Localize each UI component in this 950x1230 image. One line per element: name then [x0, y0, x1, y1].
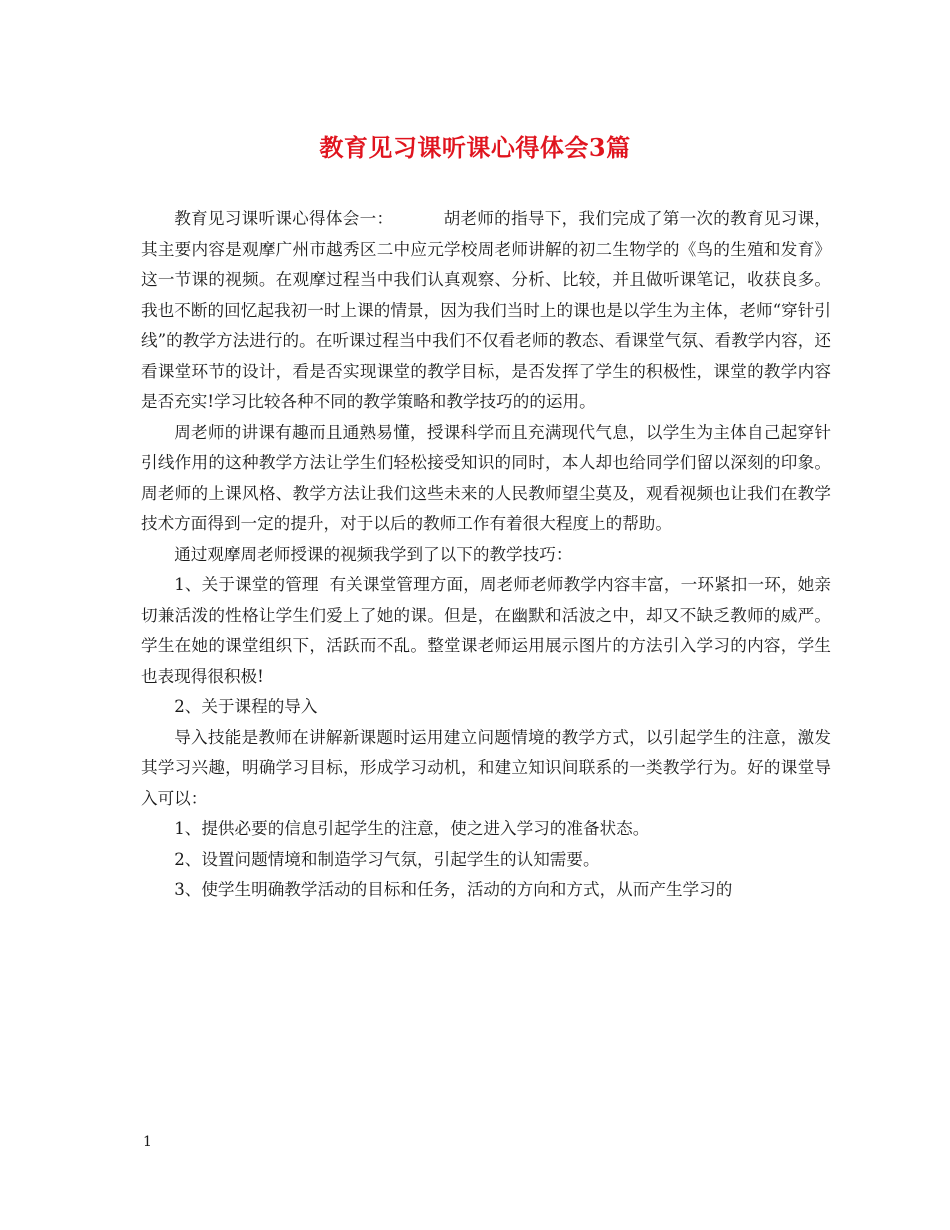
paragraph-lead: 教育见习课听课心得体会一： [174, 209, 394, 228]
paragraph-5: 2、关于课程的导入 [174, 697, 318, 716]
paragraph-6: 导入技能是教师在讲解新课题时运用建立问题情境的教学方式，以引起学生的注意，激发其学习兴趣，明确学习目标，形成学习动机，和建立知识间联系的一类教学行为。好的课堂导入可以： [141, 727, 831, 808]
paragraph-1 [141, 204, 831, 418]
paragraph-8: 2、设置问题情境和制造学习气氛，引起学生的认知需要。 [174, 849, 600, 869]
paragraph-7: 1、提供必要的信息引起学生的注意，使之进入学习的准备状态。 [174, 819, 650, 838]
paragraph-text: 胡老师的指导下，我们完成了第一次的教育见习课，其主要内容是观摩广州市越秀区二中应元学校周老师讲解的初二生物学的《鸟的生殖和发育》这一节课的视频。在观摩过程当中我们认真观察、分析、比较，并且做听课笔记，收获良多。我也不断的回忆起我初一时上课的情景，因为我们当时上的课也是以学生为主体，老师“穿针引线”的教学方法进行的。在听课过程当中我们不仅看老师的教态、看课堂气氛、看教学内容，还看课堂环节的设计，看是否实现课堂的教学目标，是否发挥了学生的积极性，课堂的教学内容是否充实!学习比较各种不同的教学策略和教学技巧的的运用。 [141, 209, 832, 411]
document-body [141, 204, 831, 906]
paragraph-9: 3、使学生明确教学活动的目标和任务，活动的方向和方式，从而产生学习的 [174, 880, 733, 899]
paragraph-3: 通过观摩周老师授课的视频我学到了以下的教学技巧： [174, 544, 573, 564]
paragraph-2: 周老师的讲课有趣而且通熟易懂，授课科学而且充满现代气息，以学生为主体自己起穿针引线作用的这种教学方法让学生们轻松接受知识的同时，本人却也给同学们留以深刻的印象。周老师的上课风格、教学方法让我们这些未来的人民教师望尘莫及，观看视频也让我们在教学技术方面得到一定的提升，对于以后的教师工作有着很大程度上的帮助。 [141, 422, 831, 533]
document-title: 教育见习课听课心得体会3篇 [319, 133, 631, 162]
page-number: 1 [143, 1134, 152, 1150]
paragraph-4: 1、关于课堂的管理 有关课堂管理方面，周老师老师教学内容丰富，一环紧扣一环，她亲切兼活泼的性格让学生们爱上了她的课。但是，在幽默和活波之中，却又不缺乏教师的威严。学生在她的课堂组织下，活跃而不乱。整堂课老师运用展示图片的方法引入学习的内容，学生也表现得很积极! [141, 575, 831, 686]
